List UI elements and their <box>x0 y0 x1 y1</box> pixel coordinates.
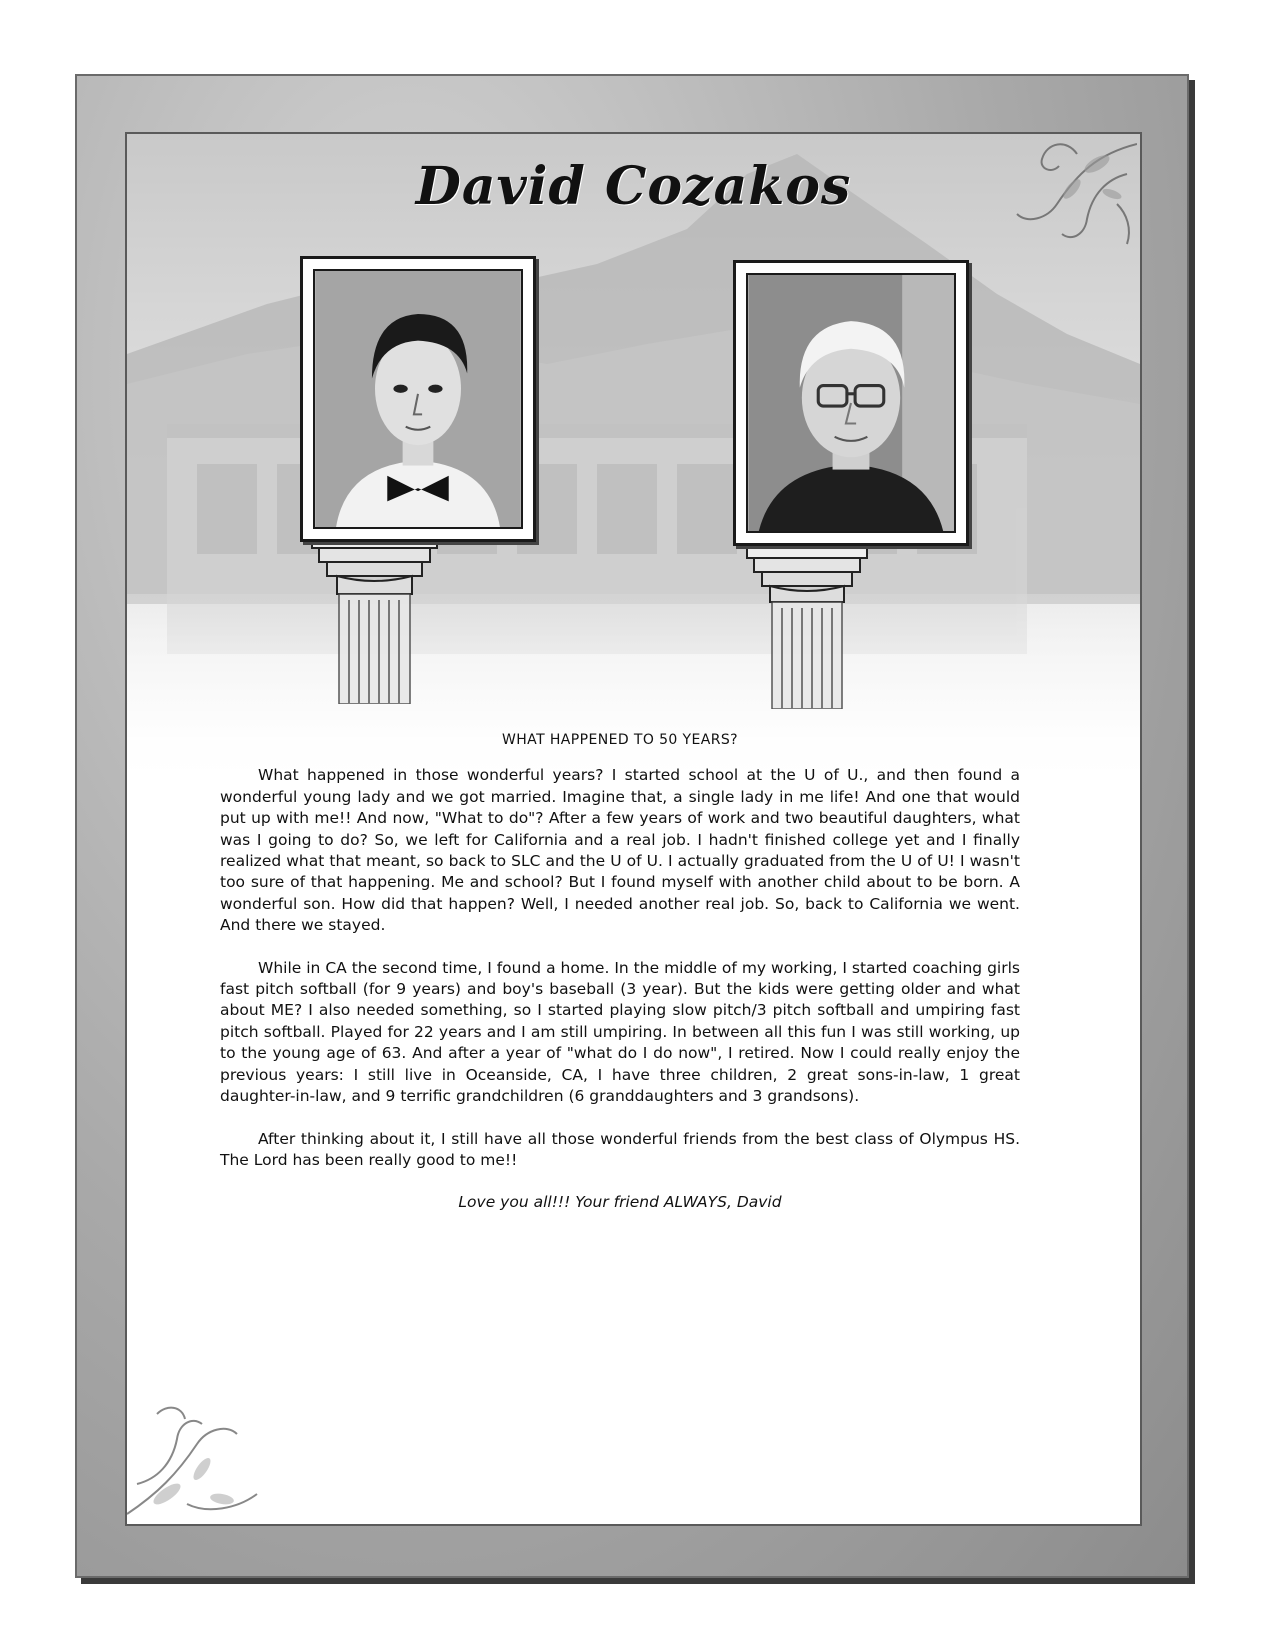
article <box>220 730 1020 1214</box>
article-signoff: Love you all!!! Your friend ALWAYS, David <box>458 1193 782 1212</box>
flourish-top-right-icon <box>977 134 1137 254</box>
portrait-young-icon <box>313 269 523 529</box>
article-paragraph: After thinking about it, I still have all those wonderful friends from the best class of Olympus HS. The Lord has been really good to me!! <box>220 1129 1020 1169</box>
photo-frame-young <box>300 256 536 542</box>
article-paragraph: What happened in those wonderful years? I started school at the U of U., and then found a wonderful young lady and we got married. Imagine that, a single lady in me life! And one that would put up with me!! And now, "What to do"? After a few years of work and two beautiful daughters, what was I going to do? So, we left for California and a real job. I hadn't finished college yet and I finally realized what that meant, so back to SLC and the U of U. I actually graduated from the U of U! I wasn't too sure of that happening. Me and school? But I found myself with another child about to be born. A wonderful son. How did that happen? Well, I needed another real job. So, back to California we went. And there we stayed. <box>220 766 1020 935</box>
flourish-bottom-left-icon <box>127 1374 307 1524</box>
portrait-current-icon <box>746 273 956 533</box>
page-title: David Cozakos <box>415 156 852 217</box>
pillar-right <box>742 544 872 709</box>
photo-frame-current <box>733 260 969 546</box>
article-paragraph: While in CA the second time, I found a home. In the middle of my working, I started coaching girls fast pitch softball (for 9 years) and boy's baseball (3 year). But the kids were getting older and what about ME? I also needed something, so I started playing slow pitch/3 pitch softball and umpiring fast pitch softball. Played for 22 years and I am still umpiring. In between all this fun I was still working, up to the young age of 63. And after a year of "what do I do now", I retired. Now I could really enjoy the previous years: I still live in Oceanside, CA, I have three children, 2 great sons-in-law, 1 great daughter-in-law, and 9 terrific grandchildren (6 granddaughters and 3 grandsons). <box>220 958 1020 1106</box>
article-headline: WHAT HAPPENED TO 50 YEARS? <box>502 732 738 748</box>
portrait-current-svg <box>748 275 954 531</box>
pillar-left <box>307 534 442 704</box>
portrait-young-svg <box>315 271 521 527</box>
